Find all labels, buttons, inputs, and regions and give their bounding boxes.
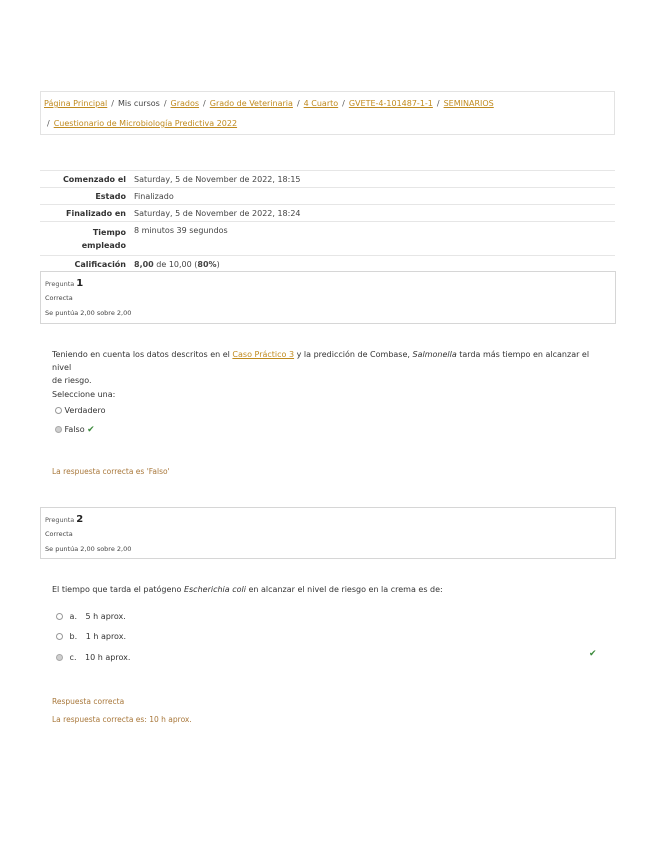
breadcrumb-separator: / — [203, 99, 206, 108]
breadcrumb-cuarto-link[interactable]: 4 Cuarto — [303, 99, 339, 108]
breadcrumb-grados-link[interactable]: Grados — [170, 99, 200, 108]
organism-name: Escherichia coli — [183, 585, 246, 594]
correct-answer-feedback: La respuesta correcta es: 10 h aprox. — [52, 715, 192, 724]
summary-value: 8 minutos 39 segundos — [134, 226, 228, 235]
organism-name: Salmonella — [412, 350, 457, 359]
question-state: Correcta — [45, 530, 73, 538]
radio-icon[interactable] — [56, 654, 63, 661]
summary-label-line2: empleado — [81, 241, 126, 250]
breadcrumb-separator: / — [47, 119, 50, 128]
question-text-part: El tiempo que tarda el patógeno — [52, 585, 184, 594]
grade-of-text: de 10,00 ( — [153, 260, 198, 269]
question-text-part: Teniendo en cuenta los datos descritos en el — [52, 350, 233, 359]
breadcrumb-veterinaria-link[interactable]: Grado de Veterinaria — [209, 99, 293, 108]
breadcrumb-separator: / — [111, 99, 114, 108]
grade-close: ) — [216, 260, 220, 269]
option-label: Falso — [64, 425, 85, 434]
breadcrumb-separator: / — [436, 99, 440, 108]
grade-percent: 80% — [197, 260, 217, 269]
breadcrumb — [40, 91, 615, 135]
question-state: Correcta — [45, 294, 73, 302]
summary-row-time — [40, 222, 615, 256]
attempt-summary-table — [40, 170, 615, 273]
option-letter: c. — [69, 653, 77, 662]
summary-row-started — [40, 171, 615, 188]
answer-status-feedback: Respuesta correcta — [52, 697, 125, 706]
correct-answer-feedback: La respuesta correcta es 'Falso' — [52, 467, 170, 476]
option-b[interactable] — [56, 630, 126, 643]
case-study-link[interactable]: Caso Práctico 3 — [232, 350, 295, 359]
summary-row-grade — [40, 256, 615, 273]
option-a[interactable] — [56, 610, 126, 623]
question-grade: Se puntúa 2,00 sobre 2,00 — [45, 545, 132, 553]
summary-label: Estado — [95, 192, 126, 201]
question-number: 2 — [76, 514, 84, 525]
breadcrumb-quiz-link[interactable]: Cuestionario de Microbiología Predictiva 2022 — [53, 119, 238, 128]
question-label-text: Pregunta — [45, 516, 75, 524]
option-c[interactable] — [56, 651, 130, 664]
option-letter: b. — [69, 632, 78, 641]
question-text-part: de riesgo. — [52, 376, 92, 385]
check-icon: ✔ — [87, 425, 95, 435]
check-icon: ✔ — [589, 649, 597, 659]
option-label: 5 h aprox. — [85, 612, 126, 621]
summary-label: Finalizado en — [66, 209, 126, 218]
question-text-part: en alcanzar el nivel de riesgo en la crema es de: — [245, 585, 443, 594]
question-number: 1 — [76, 278, 84, 289]
question-label-text: Pregunta — [45, 280, 75, 288]
option-label: 10 h aprox. — [85, 653, 131, 662]
breadcrumb-separator: / — [296, 99, 300, 108]
question-text-part: y la predicción de Combase, — [294, 350, 413, 359]
grade-value: 8,00 — [134, 260, 154, 269]
question-1-info — [40, 271, 616, 324]
summary-value: Saturday, 5 de November de 2022, 18:24 — [134, 209, 301, 218]
radio-icon[interactable] — [56, 613, 63, 620]
question-text-part: tarda más tiempo en alcanzar el nivel — [52, 350, 590, 372]
breadcrumb-separator: / — [163, 99, 167, 108]
summary-value: Finalizado — [134, 192, 174, 201]
summary-label — [40, 222, 134, 256]
summary-label: Comenzado el — [62, 175, 126, 184]
summary-label-line1: Tiempo — [92, 228, 126, 237]
question-2-text — [52, 583, 607, 596]
summary-row-finished — [40, 205, 615, 222]
breadcrumb-seminarios-link[interactable]: SEMINARIOS — [443, 99, 494, 108]
option-verdadero[interactable] — [55, 404, 105, 417]
question-label — [45, 514, 83, 525]
breadcrumb-separator: / — [342, 99, 345, 108]
question-2-info — [40, 507, 616, 559]
summary-value — [134, 256, 615, 273]
radio-icon[interactable] — [55, 407, 62, 414]
option-letter: a. — [69, 612, 77, 621]
breadcrumb-my-courses: Mis cursos — [117, 99, 160, 108]
breadcrumb-course-link[interactable]: GVETE-4-101487-1-1 — [348, 99, 433, 108]
option-label: 1 h aprox. — [85, 632, 126, 641]
question-1-text — [52, 348, 607, 387]
radio-icon[interactable] — [55, 426, 62, 433]
summary-row-state — [40, 188, 615, 205]
question-grade: Se puntúa 2,00 sobre 2,00 — [45, 309, 132, 317]
select-one-prompt: Seleccione una: — [52, 390, 116, 399]
option-falso[interactable] — [55, 423, 95, 437]
radio-icon[interactable] — [56, 633, 63, 640]
summary-label: Calificación — [74, 260, 126, 269]
summary-value: Saturday, 5 de November de 2022, 18:15 — [134, 175, 301, 184]
question-label — [45, 278, 83, 289]
option-label: Verdadero — [64, 406, 106, 415]
breadcrumb-home-link[interactable]: Página Principal — [44, 99, 108, 108]
